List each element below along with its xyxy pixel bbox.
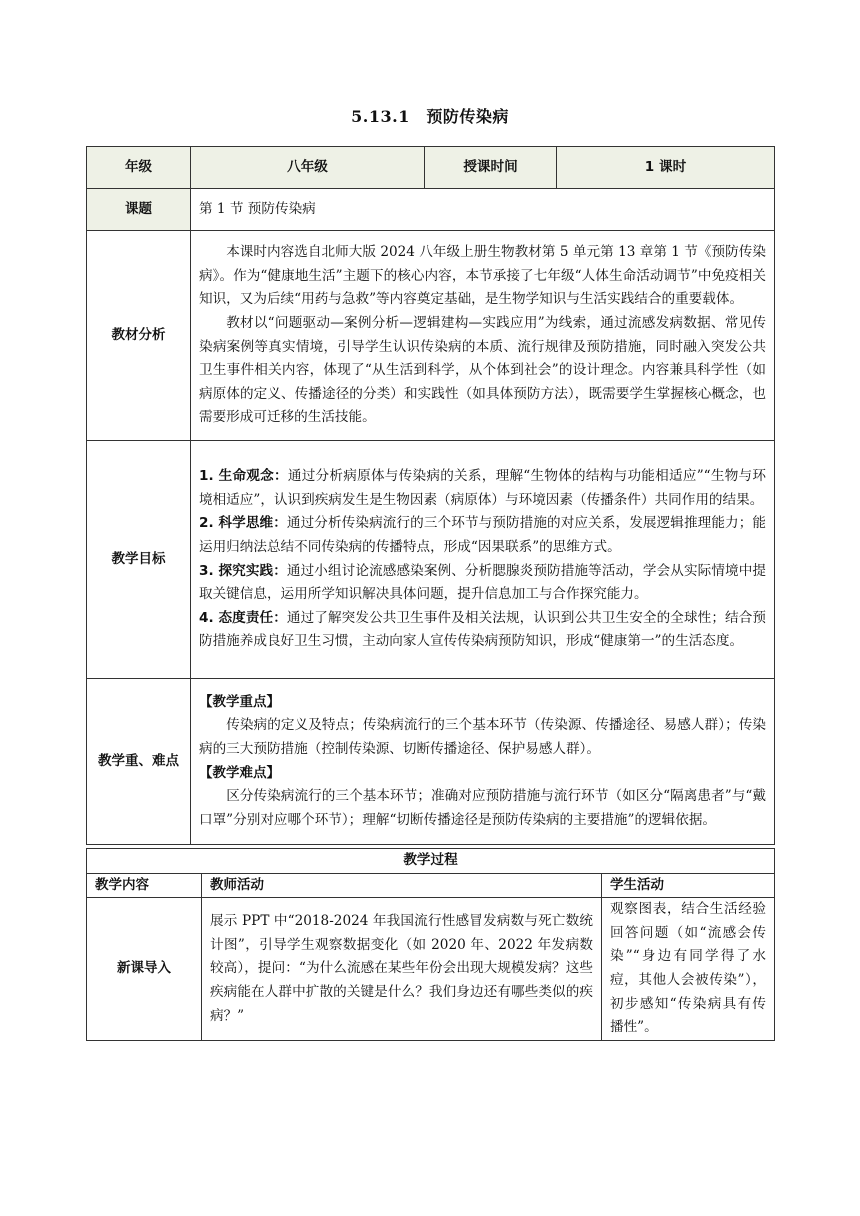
difficulty-head: 【教学难点】 — [199, 764, 280, 781]
topic-label: 课题 — [87, 189, 191, 231]
analysis-paragraph: 本课时内容选自北师大版 2024 八年级上册生物教材第 5 单元第 13 章第 1 节《预防传染病》。作为“健康地生活”主题下的核心内容，本节承接了七年级“人体生命活动调节”中免疫相关知识，又为后续“用药与急救”等内容奠定基础，是生物学知识与生活实践结合的重要载体。 — [199, 244, 766, 308]
time-value: 1 课时 — [557, 147, 775, 189]
col-student-header: 学生活动 — [602, 873, 775, 898]
grade-value: 八年级 — [191, 147, 425, 189]
objective-item — [199, 512, 766, 559]
student-activity: 观察图表，结合生活经验回答问题（如“流感会传染”“身边有同学得了水痘，其他人会被传染”），初步感知“传染病具有传播性”。 — [610, 901, 767, 1036]
teacher-activity: 展示 PPT 中“2018-2024 年我国流行性感冒发病数与死亡数统计图”，引导学生观察数据变化（如 2020 年、2022 年发病数较高），提问：“为什么流感在某些年份会出现大规模发病？这些疾病能在人群中扩散的关键是什么？我们身边还有哪些类似的疾病？” — [210, 913, 593, 1024]
objective-text: 通过分析传染病流行的三个环节与预防措施的对应关系，发展逻辑推理能力；能运用归纳法总结不同传染病的传播特点，形成“因果联系”的思维方式。 — [199, 515, 767, 555]
key-head: 【教学重点】 — [199, 693, 280, 710]
process-title: 教学过程 — [87, 849, 775, 874]
objective-text: 通过分析病原体与传染病的关系，理解“生物体的结构与功能相适应”“生物与环境相适应”，认识到疾病发生是生物因素（病原体）与环境因素（传播条件）共同作用的结果。 — [199, 468, 766, 508]
objective-item — [199, 607, 766, 654]
objective-head: 3. 探究实践： — [199, 562, 287, 579]
objective-item — [199, 560, 766, 607]
col-teacher-header: 教师活动 — [202, 873, 602, 898]
objective-head: 1. 生命观念： — [199, 468, 288, 485]
table-row-teacher — [202, 898, 602, 1041]
table-row-content: 新课导入 — [87, 898, 202, 1041]
analysis-paragraph: 教材以“问题驱动—案例分析—逻辑建构—实践应用”为线索，通过流感发病数据、常见传染病案例等真实情境，引导学生认识传染病的本质、流行规律及预防措施，同时融入突发公共卫生事件相关内容，体现了“从生活到科学，从个体到社会”的设计理念。内容兼具科学性（如病原体的定义、传播途径的分类）和实践性（如具体预防方法），既需要学生掌握核心概念，也需要形成可迁移的生活技能。 — [199, 314, 766, 426]
objective-text: 通过了解突发公共卫生事件及相关法规，认识到公共卫生安全的全球性；结合预防措施养成良好卫生习惯，主动向家人宣传传染病预防知识，形成“健康第一”的生活态度。 — [199, 609, 767, 650]
difficulty-text: 区分传染病流行的三个基本环节；准确对应预防措施与流行环节（如区分“隔离患者”与“戴口罩”分别对应哪个环节）；理解“切断传播途径是预防传染病的主要措施”的逻辑依据。 — [199, 788, 766, 828]
objective-head: 2. 科学思维： — [199, 515, 287, 532]
objectives-label: 教学目标 — [87, 441, 191, 679]
objective-item — [199, 465, 766, 512]
lesson-info-table — [86, 146, 775, 845]
page-title: 5.13.1 预防传染病 — [351, 107, 509, 126]
key-text: 传染病的定义及特点；传染病流行的三个基本环节（传染源、传播途径、易感人群）；传染病的三大预防措施（控制传染源、切断传播途径、保护易感人群）。 — [199, 717, 766, 757]
col-content-header: 教学内容 — [87, 873, 202, 898]
objectives-content — [191, 441, 775, 679]
analysis-content — [191, 231, 775, 441]
keypoints-content — [191, 679, 775, 845]
objective-text: 通过小组讨论流感感染案例、分析腮腺炎预防措施等活动，学会从实际情境中提取关键信息，运用所学知识解决具体问题，提升信息加工与合作探究能力。 — [199, 562, 767, 603]
time-label: 授课时间 — [425, 147, 557, 189]
grade-label: 年级 — [87, 147, 191, 189]
process-table — [86, 848, 775, 1041]
keypoints-label: 教学重、难点 — [87, 679, 191, 845]
table-row-student — [602, 898, 775, 1041]
topic-value: 第 1 节 预防传染病 — [191, 189, 775, 231]
objective-head: 4. 态度责任： — [199, 609, 287, 626]
analysis-label: 教材分析 — [87, 231, 191, 441]
